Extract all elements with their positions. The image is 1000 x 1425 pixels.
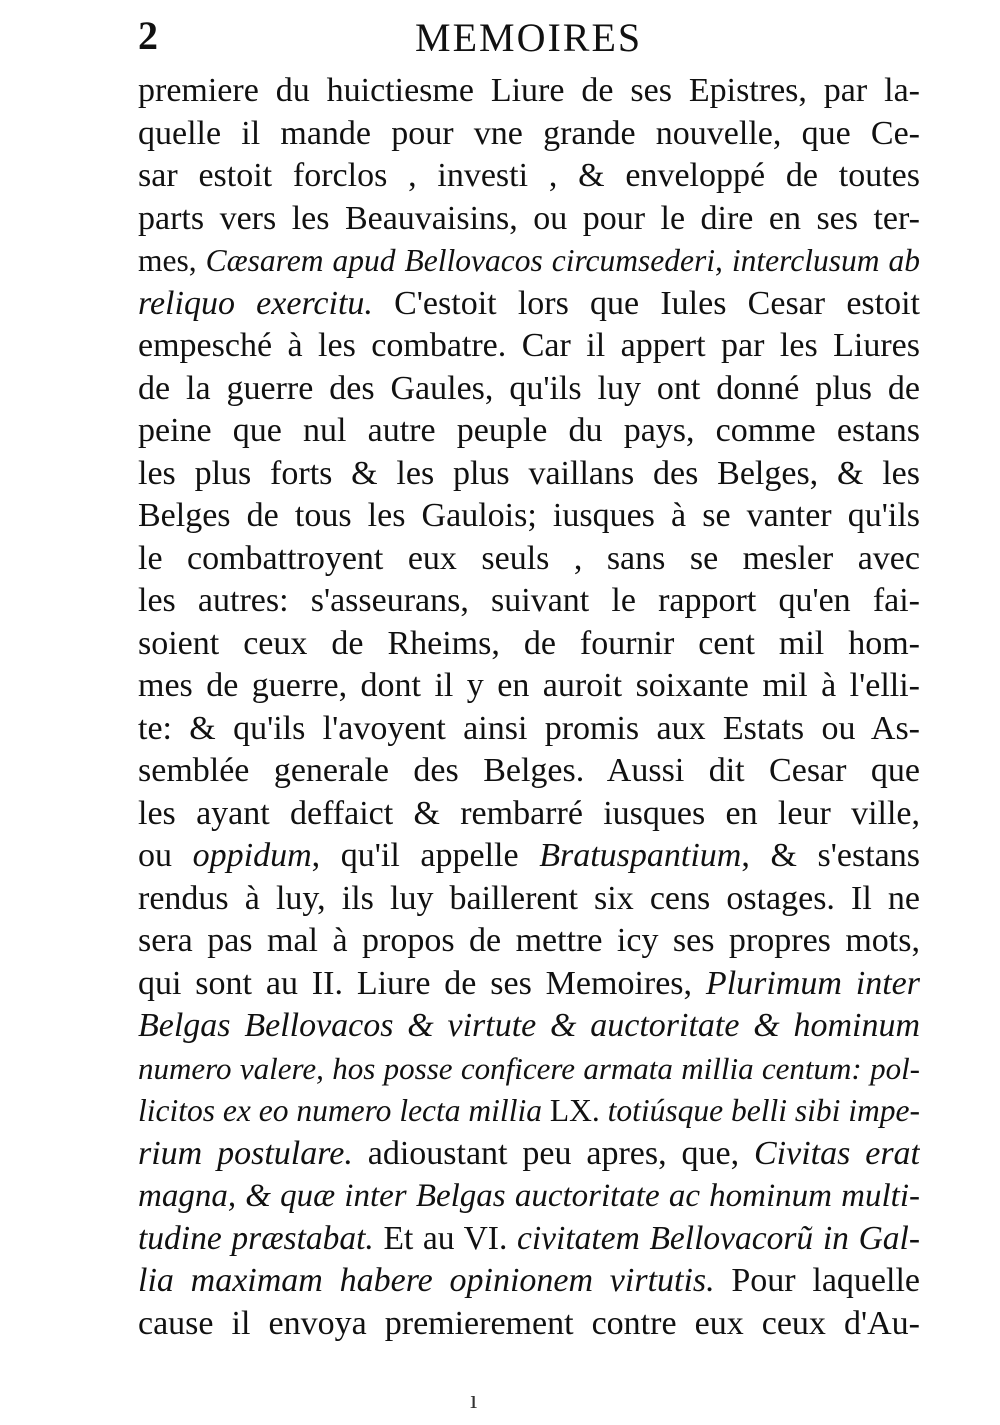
- text-segment: soient ceux de Rheims, de fournir cent mil hom-: [138, 624, 920, 662]
- text-segment: te: & qu'ils l'avoyent ainsi promis aux Estats ou As-: [138, 709, 920, 747]
- text-line: [138, 878, 920, 921]
- text-segment: adioustant peu apres, que,: [352, 1134, 754, 1172]
- text-line: [138, 1090, 920, 1133]
- text-line: [138, 198, 920, 241]
- text-segment: quelle il mande pour vne grande nouvelle, que Ce-: [138, 114, 920, 152]
- italic-segment: Belgas Bellovacos & virtute & auctoritate & hominum: [138, 1007, 920, 1044]
- text-segment: sera pas mal à propos de mettre icy ses propres mots,: [138, 922, 920, 959]
- text-segment: , & s'estans: [741, 837, 920, 874]
- text-line: [138, 155, 920, 198]
- text-segment: les autres: s'asseurans, suivant le rapport qu'en fai-: [138, 582, 920, 619]
- footer-mark: ı: [470, 1385, 478, 1414]
- italic-segment: Plurimum inter: [705, 964, 920, 1002]
- italic-segment: numero valere, hos posse conficere armata millia centum: pol-: [138, 1050, 920, 1086]
- text-line: [138, 495, 920, 538]
- italic-segment: Bratuspantium: [539, 837, 742, 874]
- text-line: [138, 708, 920, 751]
- text-line: [138, 1260, 920, 1303]
- italic-segment: magna, & quæ inter Belgas auctoritate ac hominum multi-: [138, 1178, 920, 1214]
- text-segment: mes de guerre, dont il y en auroit soixante mil à l'elli-: [138, 667, 920, 704]
- text-segment: LX.: [549, 1093, 600, 1128]
- text-segment: semblée generale des Belges. Aussi dit Cesar que: [138, 752, 920, 789]
- page-number: 2: [138, 13, 158, 58]
- text-segment: de la guerre des Gaules, qu'ils luy ont donné plus de: [138, 369, 920, 407]
- text-line: [138, 1175, 920, 1218]
- text-line: [138, 240, 920, 283]
- italic-segment: licitos ex eo numero lecta millia: [138, 1093, 550, 1128]
- text-line: [138, 283, 920, 326]
- text-segment: empesché à les combatre. Car il appert par les Liures: [138, 327, 920, 364]
- italic-segment: Civitas erat: [754, 1134, 920, 1172]
- text-line: [138, 538, 920, 581]
- text-segment: mes,: [138, 243, 206, 278]
- text-line: [138, 1303, 920, 1346]
- text-segment: Pour laquelle: [714, 1262, 920, 1299]
- text-segment: qui sont au II. Liure de ses Memoires,: [138, 964, 706, 1002]
- text-line: [138, 665, 920, 708]
- text-segment: les ayant deffaict & rembarré iusques en leur ville,: [138, 794, 920, 832]
- text-segment: rendus à luy, ils luy baillerent six cens ostages. Il ne: [138, 879, 920, 917]
- text-line: [138, 1005, 920, 1048]
- text-line: [138, 70, 920, 113]
- text-segment: sar estoit forclos , investi , & enveloppé de toutes: [138, 157, 920, 194]
- italic-segment: civitatem Bellovacorũ in Gal-: [517, 1219, 920, 1257]
- text-line: [138, 113, 920, 156]
- text-segment: les plus forts & les plus vaillans des Belges, & les: [138, 454, 920, 492]
- text-line: [138, 325, 920, 368]
- body-text: [138, 70, 920, 1345]
- text-segment: peine que nul autre peuple du pays, comme estans: [138, 412, 920, 449]
- text-line: [138, 410, 920, 453]
- italic-segment: rium postulare.: [138, 1134, 353, 1172]
- text-segment: cause il envoya premierement contre eux ceux d'Au-: [138, 1304, 920, 1342]
- text-line: [138, 963, 920, 1006]
- text-line: [138, 835, 920, 878]
- text-segment: le combattroyent eux seuls , sans se mesler avec: [138, 539, 920, 577]
- running-title: MEMOIRES: [415, 15, 643, 60]
- text-segment: , qu'il appelle: [311, 837, 540, 874]
- text-line: [138, 1218, 920, 1261]
- text-line: [138, 1048, 920, 1091]
- text-segment: ou: [138, 837, 193, 874]
- text-segment: C'estoit lors que Iules Cesar estoit: [372, 284, 920, 322]
- text-segment: premiere du huictiesme Liure de ses Epistres, par la-: [138, 72, 920, 109]
- text-line: [138, 750, 920, 793]
- italic-segment: oppidum: [192, 837, 312, 874]
- italic-segment: lia maximam habere opinionem virtutis.: [138, 1262, 715, 1299]
- text-line: [138, 623, 920, 666]
- text-segment: Belges de tous les Gaulois; iusques à se vanter qu'ils: [138, 497, 920, 534]
- text-segment: parts vers les Beauvaisins, ou pour le dire en ses ter-: [138, 199, 920, 237]
- text-line: [138, 920, 920, 963]
- italic-segment: reliquo exercitu.: [138, 284, 373, 322]
- italic-segment: tudine præstabat.: [138, 1219, 374, 1257]
- text-line: [138, 580, 920, 623]
- text-line: [138, 1133, 920, 1176]
- text-segment: Et au VI.: [373, 1219, 517, 1257]
- text-line: [138, 453, 920, 496]
- italic-segment: Cæsarem apud Bellovacos circumsederi, interclusum ab: [205, 243, 920, 278]
- text-line: [138, 793, 920, 836]
- italic-segment: totiúsque belli sibi impe-: [599, 1093, 920, 1128]
- text-line: [138, 368, 920, 411]
- page-header: [140, 6, 920, 58]
